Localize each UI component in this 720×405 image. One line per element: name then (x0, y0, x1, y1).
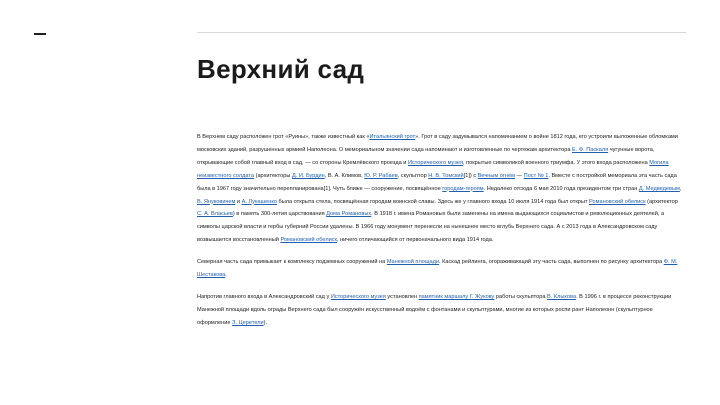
text-run: (архитектор (645, 198, 678, 205)
text-run: установлен (385, 293, 419, 300)
text-run: , покрытые символикой военного триумфа. У этого входа расположена (462, 159, 650, 166)
text-run: . Недалеко отсюда 6 мая 2010 года президентом три стран (483, 185, 639, 192)
inline-link[interactable]: городам-героям (442, 185, 484, 192)
text-run: (архитекторы (254, 172, 292, 179)
text-run: ». Грот в саду задумывался напоминанием о войне 1812 года, его устроили выложенные обломками московских зданий, разрушенных армией Наполеона. О мемориальном значении сада напоминают и изготовленные по чертежам архитектора (197, 134, 678, 153)
inline-link[interactable]: Романовский обелиск (589, 198, 646, 205)
top-divider (197, 32, 686, 33)
inline-link[interactable]: Н. В. Томский (428, 172, 464, 179)
inline-link[interactable]: Манежной площади (386, 259, 439, 266)
inline-link[interactable]: Исторического музея (407, 159, 463, 166)
inline-link[interactable]: Дома Романовых (326, 211, 372, 218)
text-run: . Каскад рейлинга, огораживающий эту часть сада, выполнен по рисунку архитектора (439, 259, 664, 266)
inline-link[interactable]: Исторического музея (330, 293, 386, 300)
inline-link[interactable]: Ю. Р. Рабаев (364, 172, 398, 179)
text-run: . (225, 272, 227, 279)
inline-link[interactable]: Ф. М. Шестакова (197, 259, 678, 279)
text-run: ). (263, 319, 268, 326)
text-run: чугунные ворота, открывающие собой главный вход в сад, — со стороны Кремлёвского проезда и (197, 146, 655, 166)
inline-link[interactable]: В. Януковичем (197, 198, 236, 205)
body-paragraph (197, 291, 683, 330)
inline-link[interactable]: Д. И. Бурдин (291, 172, 325, 179)
text-run: , ничего отличающийся от первоначального вида 1914 года. (336, 237, 494, 244)
text-run: , скульптор (397, 172, 429, 179)
slide-body (197, 131, 683, 339)
corner-dash (34, 33, 46, 35)
inline-link[interactable]: Е. Ф. Паскаля (572, 146, 609, 153)
slide-title: Верхний сад (197, 54, 365, 84)
text-run: Северная часть сада примыкает к комплексу подземных сооружений на (197, 259, 387, 266)
inline-link[interactable]: Итальянский грот (369, 134, 416, 140)
text-run: — (514, 172, 524, 179)
text-run: В Верхнем саду расположен грот «Руины», также известный как « (197, 134, 370, 140)
inline-link[interactable]: А. Лукашенко (241, 198, 277, 205)
inline-link[interactable]: В. Клыкова (547, 293, 577, 300)
inline-link[interactable]: памятник маршалу Г. Жукову (418, 293, 495, 300)
text-run: , (679, 185, 682, 192)
inline-link[interactable]: З. Церетели (232, 319, 264, 326)
text-run: ) в память 300-летия царствования (232, 211, 327, 218)
inline-link[interactable]: Могила неизвестного солдата (197, 159, 669, 179)
inline-link[interactable]: Пост № 1 (523, 172, 549, 179)
text-run: . В 1918 г. имена Романовых были заменены на имена выдающихся социалистов и революционных деятелей, а символы царской власти и гербы губерний России удалены. В 1966 году монумент перенесли на нынешнее место вглубь Верхнего сада. А с 2013 года в Александровском саду возвышается восстановленный (197, 211, 665, 244)
text-run: . В 1996 г. в процессе реконструкции Манежной площади вдоль ограды Верхнего сада был сооружён искусственный водоём с фонтанами и скульптурами, многие из которых роспи рант Наполеонн (скульптурное оформление (197, 293, 672, 326)
inline-link[interactable]: Романовский обелиск (280, 237, 337, 244)
body-paragraph (197, 131, 683, 247)
inline-link[interactable]: Д. Медведевым (638, 185, 680, 192)
text-run: . Вместе с постройкой мемориала эта часть сада была в 1967 году значительно перепланирована[1]. Чуть ближе — сооружение, посвящённое (197, 172, 677, 192)
text-run: была открыта стела, посвящённая городам воинской славы. Здесь же у главного входа 10 июля 1914 года был открыт (276, 198, 590, 205)
text-run: Напротив главного входа в Александровский сад у (197, 293, 331, 300)
text-run: и (235, 198, 242, 205)
text-run: работы скульптора (494, 293, 548, 300)
body-paragraph (197, 256, 683, 282)
text-run: [1]) с (463, 172, 478, 179)
inline-link[interactable]: Вечным огнём (477, 172, 515, 179)
text-run: , В. А. Климов, (324, 172, 365, 179)
inline-link[interactable]: С. А. Власьев (197, 211, 233, 218)
